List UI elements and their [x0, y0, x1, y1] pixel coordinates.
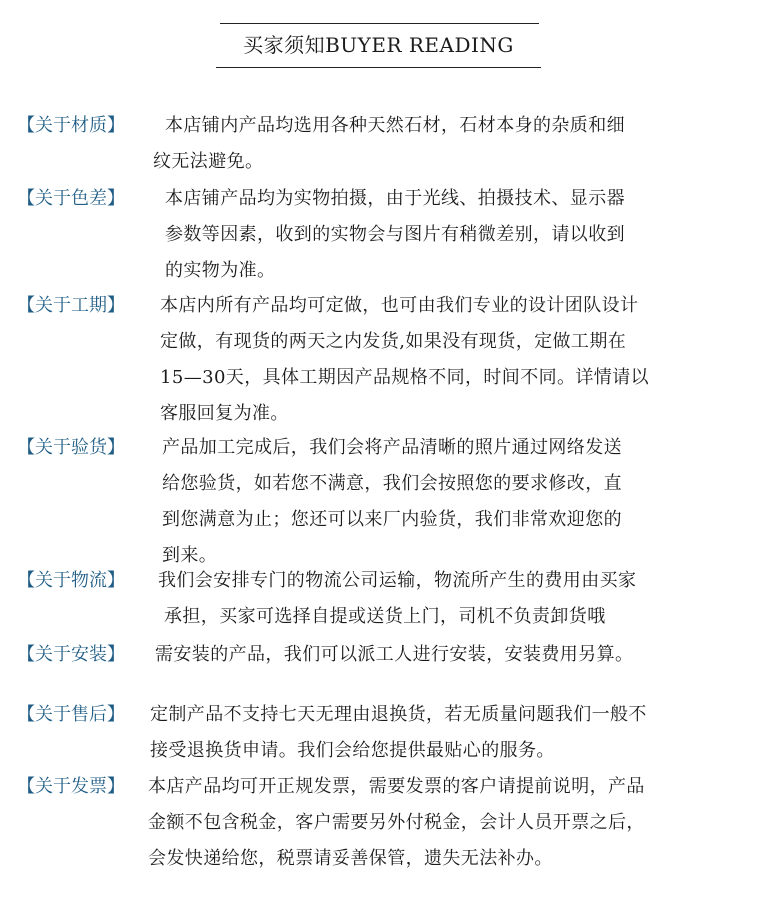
body-line: 纹无法避免。 [153, 151, 264, 172]
header-top-rule [220, 23, 539, 24]
section-body [160, 288, 649, 432]
body-line: 定制产品不支持七天无理由退换货，若无质量问题我们一般不 [150, 704, 647, 725]
section-label: 【关于验货】 [17, 437, 125, 458]
body-line: 产品加工完成后，我们会将产品清晰的照片通过网络发送 [162, 437, 622, 458]
body-line: 本店铺内产品均选用各种天然石材，石材本身的杂质和细 [165, 115, 625, 136]
body-line: 到来。 [162, 545, 218, 566]
section-label: 【关于物流】 [17, 570, 125, 591]
section-body [153, 108, 625, 180]
body-line: 本店产品均可开正规发票，需要发票的客户请提前说明，产品 [148, 776, 645, 797]
body-line: 本店内所有产品均可定做，也可由我们专业的设计团队设计 [160, 295, 639, 316]
body-line: 需安装的产品，我们可以派工人进行安装，安装费用另算。 [155, 644, 634, 665]
section-label: 【关于色差】 [17, 188, 125, 209]
section-label: 【关于安装】 [17, 644, 125, 665]
body-line: 的实物为准。 [165, 260, 276, 281]
body-line: 给您验货，如若您不满意，我们会按照您的要求修改，直 [162, 473, 622, 494]
section-body [162, 430, 622, 574]
body-line: 参数等因素，收到的实物会与图片有稍微差别，请以收到 [165, 224, 625, 245]
body-line: 到您满意为止；您还可以来厂内验货，我们非常欢迎您的 [162, 509, 622, 530]
header-bottom-rule [216, 67, 541, 68]
section-body [148, 769, 645, 877]
body-line: 金额不包含税金，客户需要另外付税金，会计人员开票之后， [148, 812, 645, 833]
body-line: 15—30天，具体工期因产品规格不同，时间不同。详情请以 [160, 367, 650, 388]
section-label: 【关于工期】 [17, 295, 125, 316]
body-line: 接受退换货申请。我们会给您提供最贴心的服务。 [150, 740, 555, 761]
section-body [158, 563, 636, 635]
section-body [150, 697, 647, 769]
section-label: 【关于材质】 [17, 115, 125, 136]
body-line: 定做，有现货的两天之内发货,如果没有现货，定做工期在 [160, 331, 627, 352]
body-line: 我们会安排专门的物流公司运输，物流所产生的费用由买家 [158, 570, 637, 591]
header [0, 0, 760, 80]
body-line: 本店铺产品均为实物拍摄，由于光线、拍摄技术、显示器 [165, 188, 625, 209]
section-label: 【关于发票】 [17, 776, 125, 797]
section-body [155, 637, 633, 673]
body-line: 承担，买家可选择自提或送货上门，司机不负责卸货哦 [164, 606, 606, 627]
section-label: 【关于售后】 [17, 704, 125, 725]
body-line: 客服回复为准。 [160, 403, 289, 424]
section-body [165, 181, 625, 289]
body-line: 会发快递给您，税票请妥善保管，遗失无法补办。 [148, 848, 553, 869]
page-title: 买家须知BUYER READING [243, 33, 514, 57]
